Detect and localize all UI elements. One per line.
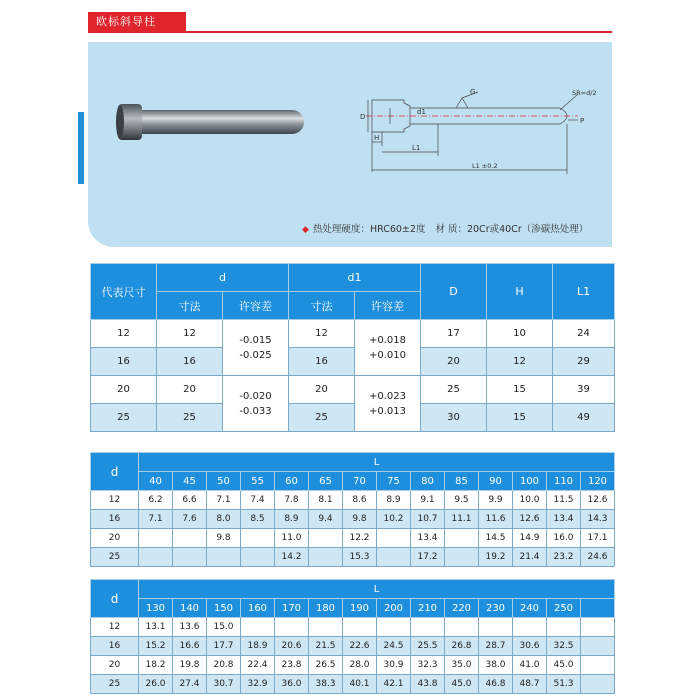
cell: 28.7 — [479, 637, 513, 656]
cell-d1: 16 — [289, 348, 355, 376]
cell: 7.6 — [173, 510, 207, 529]
cell: 26.0 — [139, 675, 173, 694]
cell-D: 30 — [421, 404, 487, 432]
title-underline — [88, 31, 612, 33]
length-header: 60 — [275, 472, 309, 491]
cell: 8.9 — [275, 510, 309, 529]
cell — [445, 618, 479, 637]
cell: 38.3 — [309, 675, 343, 694]
length-header: 70 — [343, 472, 377, 491]
table-row — [91, 404, 615, 432]
length-header: 210 — [411, 599, 445, 618]
spec-line — [302, 221, 588, 235]
label-L1: L1 — [412, 144, 421, 152]
bullet-icon: ◆ — [302, 225, 309, 235]
cell — [207, 548, 241, 567]
cell: 22.4 — [241, 656, 275, 675]
length-header: 85 — [445, 472, 479, 491]
cell: 38.0 — [479, 656, 513, 675]
weight-table-long — [90, 579, 615, 694]
cell: 9.4 — [309, 510, 343, 529]
length-header: 250 — [547, 599, 581, 618]
row-d: 20 — [91, 656, 139, 675]
cell: 13.4 — [547, 510, 581, 529]
cell: 16.0 — [547, 529, 581, 548]
table-row — [91, 548, 615, 567]
cell: 26.5 — [309, 656, 343, 675]
length-header: 40 — [139, 472, 173, 491]
cell-D: 20 — [421, 348, 487, 376]
cell-H: 15 — [487, 376, 553, 404]
length-header: 170 — [275, 599, 309, 618]
cell: 30.6 — [513, 637, 547, 656]
cell: 23.2 — [547, 548, 581, 567]
cell — [275, 618, 309, 637]
side-accent-bar — [78, 112, 84, 184]
cell-d: 20 — [157, 376, 223, 404]
cell: 25.5 — [411, 637, 445, 656]
cell: 15.3 — [343, 548, 377, 567]
cell: 7.8 — [275, 491, 309, 510]
table-row — [91, 510, 615, 529]
header-d: d — [91, 453, 139, 491]
cell: 14.2 — [275, 548, 309, 567]
cell: 17.1 — [581, 529, 615, 548]
cell: 23.8 — [275, 656, 309, 675]
cell: 45.0 — [547, 656, 581, 675]
cell: 46.8 — [479, 675, 513, 694]
label-L1-tol: L1 ±0.2 — [472, 162, 498, 170]
technical-drawing — [360, 84, 612, 180]
label-g: G — [470, 88, 476, 96]
cell: 16.6 — [173, 637, 207, 656]
cell-L1: 24 — [553, 320, 615, 348]
length-header: 240 — [513, 599, 547, 618]
cell: 48.7 — [513, 675, 547, 694]
cell — [309, 548, 343, 567]
cell: 8.0 — [207, 510, 241, 529]
material-label: 材 质： — [435, 224, 467, 235]
cell: 40.1 — [343, 675, 377, 694]
cell: 32.3 — [411, 656, 445, 675]
hardness-value: HRC60±2度 — [369, 224, 426, 235]
cell: 24.6 — [581, 548, 615, 567]
cell: 43.8 — [411, 675, 445, 694]
cell-code: 25 — [91, 404, 157, 432]
cell: 9.8 — [343, 510, 377, 529]
row-d: 12 — [91, 618, 139, 637]
cell: 14.3 — [581, 510, 615, 529]
length-header: 110 — [547, 472, 581, 491]
cell: 7.4 — [241, 491, 275, 510]
cell — [513, 618, 547, 637]
cell — [309, 618, 343, 637]
cell-d1: 25 — [289, 404, 355, 432]
cell: 19.8 — [173, 656, 207, 675]
header-d-size: 寸法 — [157, 292, 223, 320]
cell — [445, 529, 479, 548]
cell-d1-tol: +0.023 +0.013 — [355, 376, 421, 432]
cell-d: 25 — [157, 404, 223, 432]
length-header: 220 — [445, 599, 479, 618]
cell: 14.5 — [479, 529, 513, 548]
cell: 28.0 — [343, 656, 377, 675]
row-d: 25 — [91, 548, 139, 567]
length-header: 120 — [581, 472, 615, 491]
length-header: 150 — [207, 599, 241, 618]
cell-d1-tol: +0.018 +0.010 — [355, 320, 421, 376]
length-header: 140 — [173, 599, 207, 618]
length-header: 100 — [513, 472, 547, 491]
table-row — [91, 618, 615, 637]
table-row — [91, 376, 615, 404]
cell — [581, 675, 615, 694]
length-header: 80 — [411, 472, 445, 491]
header-d1-tol: 许容差 — [355, 292, 421, 320]
cell: 36.0 — [275, 675, 309, 694]
weight-table-short — [90, 452, 615, 567]
cell: 30.9 — [377, 656, 411, 675]
length-header: 230 — [479, 599, 513, 618]
cell: 10.0 — [513, 491, 547, 510]
cell — [241, 529, 275, 548]
cell: 11.1 — [445, 510, 479, 529]
length-header: 45 — [173, 472, 207, 491]
cell — [309, 529, 343, 548]
cell: 32.5 — [547, 637, 581, 656]
cell: 26.8 — [445, 637, 479, 656]
header-code: 代表尺寸 — [91, 264, 157, 320]
cell: 11.0 — [275, 529, 309, 548]
header-d1-size: 寸法 — [289, 292, 355, 320]
cell: 17.7 — [207, 637, 241, 656]
cell: 9.1 — [411, 491, 445, 510]
cell: 21.5 — [309, 637, 343, 656]
cell: 12.2 — [343, 529, 377, 548]
row-d: 16 — [91, 637, 139, 656]
cell: 32.9 — [241, 675, 275, 694]
cell: 20.6 — [275, 637, 309, 656]
length-header: 190 — [343, 599, 377, 618]
cell-d-tol: -0.020 -0.033 — [223, 376, 289, 432]
table-row — [91, 675, 615, 694]
cell: 51.3 — [547, 675, 581, 694]
header-d-tol: 许容差 — [223, 292, 289, 320]
cell-D: 25 — [421, 376, 487, 404]
cell: 9.8 — [207, 529, 241, 548]
cell: 10.7 — [411, 510, 445, 529]
cell-D: 17 — [421, 320, 487, 348]
cell: 12.6 — [581, 491, 615, 510]
cell: 13.6 — [173, 618, 207, 637]
dimension-table — [90, 263, 615, 432]
cell — [581, 656, 615, 675]
cell: 35.0 — [445, 656, 479, 675]
table-row — [91, 637, 615, 656]
angle-pin-photo — [112, 100, 312, 144]
cell-H: 15 — [487, 404, 553, 432]
cell — [377, 529, 411, 548]
cell: 24.5 — [377, 637, 411, 656]
cell-L1: 49 — [553, 404, 615, 432]
cell: 7.1 — [139, 510, 173, 529]
cell: 12.6 — [513, 510, 547, 529]
cell — [377, 548, 411, 567]
length-header: 200 — [377, 599, 411, 618]
cell: 8.1 — [309, 491, 343, 510]
label-H: H — [374, 134, 380, 142]
cell: 21.4 — [513, 548, 547, 567]
cell: 45.0 — [445, 675, 479, 694]
cell — [173, 529, 207, 548]
cell: 15.2 — [139, 637, 173, 656]
cell-L1: 39 — [553, 376, 615, 404]
cell-d: 16 — [157, 348, 223, 376]
table-row — [91, 348, 615, 376]
length-header: 50 — [207, 472, 241, 491]
cell: 30.7 — [207, 675, 241, 694]
cell: 6.2 — [139, 491, 173, 510]
table-row — [91, 320, 615, 348]
cell: 9.9 — [479, 491, 513, 510]
section-title: 欧标斜导柱 — [88, 12, 186, 32]
cell: 20.8 — [207, 656, 241, 675]
label-P: P — [580, 117, 585, 125]
length-header: 55 — [241, 472, 275, 491]
cell: 8.6 — [343, 491, 377, 510]
cell-L1: 29 — [553, 348, 615, 376]
label-D: D — [360, 113, 366, 121]
cell-code: 20 — [91, 376, 157, 404]
cell — [581, 637, 615, 656]
cell: 10.2 — [377, 510, 411, 529]
cell: 17.2 — [411, 548, 445, 567]
length-header — [581, 599, 615, 618]
cell — [139, 529, 173, 548]
cell — [581, 618, 615, 637]
header-d1: d1 — [289, 264, 421, 292]
cell: 11.5 — [547, 491, 581, 510]
cell: 27.4 — [173, 675, 207, 694]
cell: 13.4 — [411, 529, 445, 548]
cell: 11.6 — [479, 510, 513, 529]
header-L1: L1 — [553, 264, 615, 320]
cell: 6.6 — [173, 491, 207, 510]
length-header: 75 — [377, 472, 411, 491]
length-header: 90 — [479, 472, 513, 491]
cell: 9.5 — [445, 491, 479, 510]
cell — [139, 548, 173, 567]
cell — [343, 618, 377, 637]
cell: 41.0 — [513, 656, 547, 675]
cell — [173, 548, 207, 567]
cell-H: 12 — [487, 348, 553, 376]
table-row — [91, 656, 615, 675]
header-d: d — [157, 264, 289, 292]
cell: 7.1 — [207, 491, 241, 510]
header-L: L — [139, 453, 615, 472]
cell-d-tol: -0.015 -0.025 — [223, 320, 289, 376]
cell — [445, 548, 479, 567]
cell-code: 16 — [91, 348, 157, 376]
row-d: 20 — [91, 529, 139, 548]
hardness-label: 热处理硬度： — [312, 224, 370, 235]
cell — [411, 618, 445, 637]
cell — [547, 618, 581, 637]
cell — [241, 618, 275, 637]
header-L: L — [139, 580, 615, 599]
length-header: 160 — [241, 599, 275, 618]
cell: 18.2 — [139, 656, 173, 675]
cell: 14.9 — [513, 529, 547, 548]
cell — [241, 548, 275, 567]
label-d1: d1 — [417, 108, 426, 116]
cell-code: 12 — [91, 320, 157, 348]
cell: 42.1 — [377, 675, 411, 694]
cell: 18.9 — [241, 637, 275, 656]
header-d: d — [91, 580, 139, 618]
cell — [479, 618, 513, 637]
cell-d1: 20 — [289, 376, 355, 404]
material-value: 20Cr或40Cr（渗碳热处理） — [466, 224, 589, 235]
row-d: 12 — [91, 491, 139, 510]
cell: 19.2 — [479, 548, 513, 567]
table-row — [91, 529, 615, 548]
length-header: 65 — [309, 472, 343, 491]
header-H: H — [487, 264, 553, 320]
table-row — [91, 491, 615, 510]
cell: 8.5 — [241, 510, 275, 529]
cell: 22.6 — [343, 637, 377, 656]
length-header: 180 — [309, 599, 343, 618]
row-d: 25 — [91, 675, 139, 694]
cell-d: 12 — [157, 320, 223, 348]
cell — [377, 618, 411, 637]
cell: 13.1 — [139, 618, 173, 637]
cell: 8.9 — [377, 491, 411, 510]
cell-H: 10 — [487, 320, 553, 348]
row-d: 16 — [91, 510, 139, 529]
length-header: 130 — [139, 599, 173, 618]
cell-d1: 12 — [289, 320, 355, 348]
label-sr: SR=d/2 — [572, 89, 597, 97]
cell: 15.0 — [207, 618, 241, 637]
header-D: D — [421, 264, 487, 320]
